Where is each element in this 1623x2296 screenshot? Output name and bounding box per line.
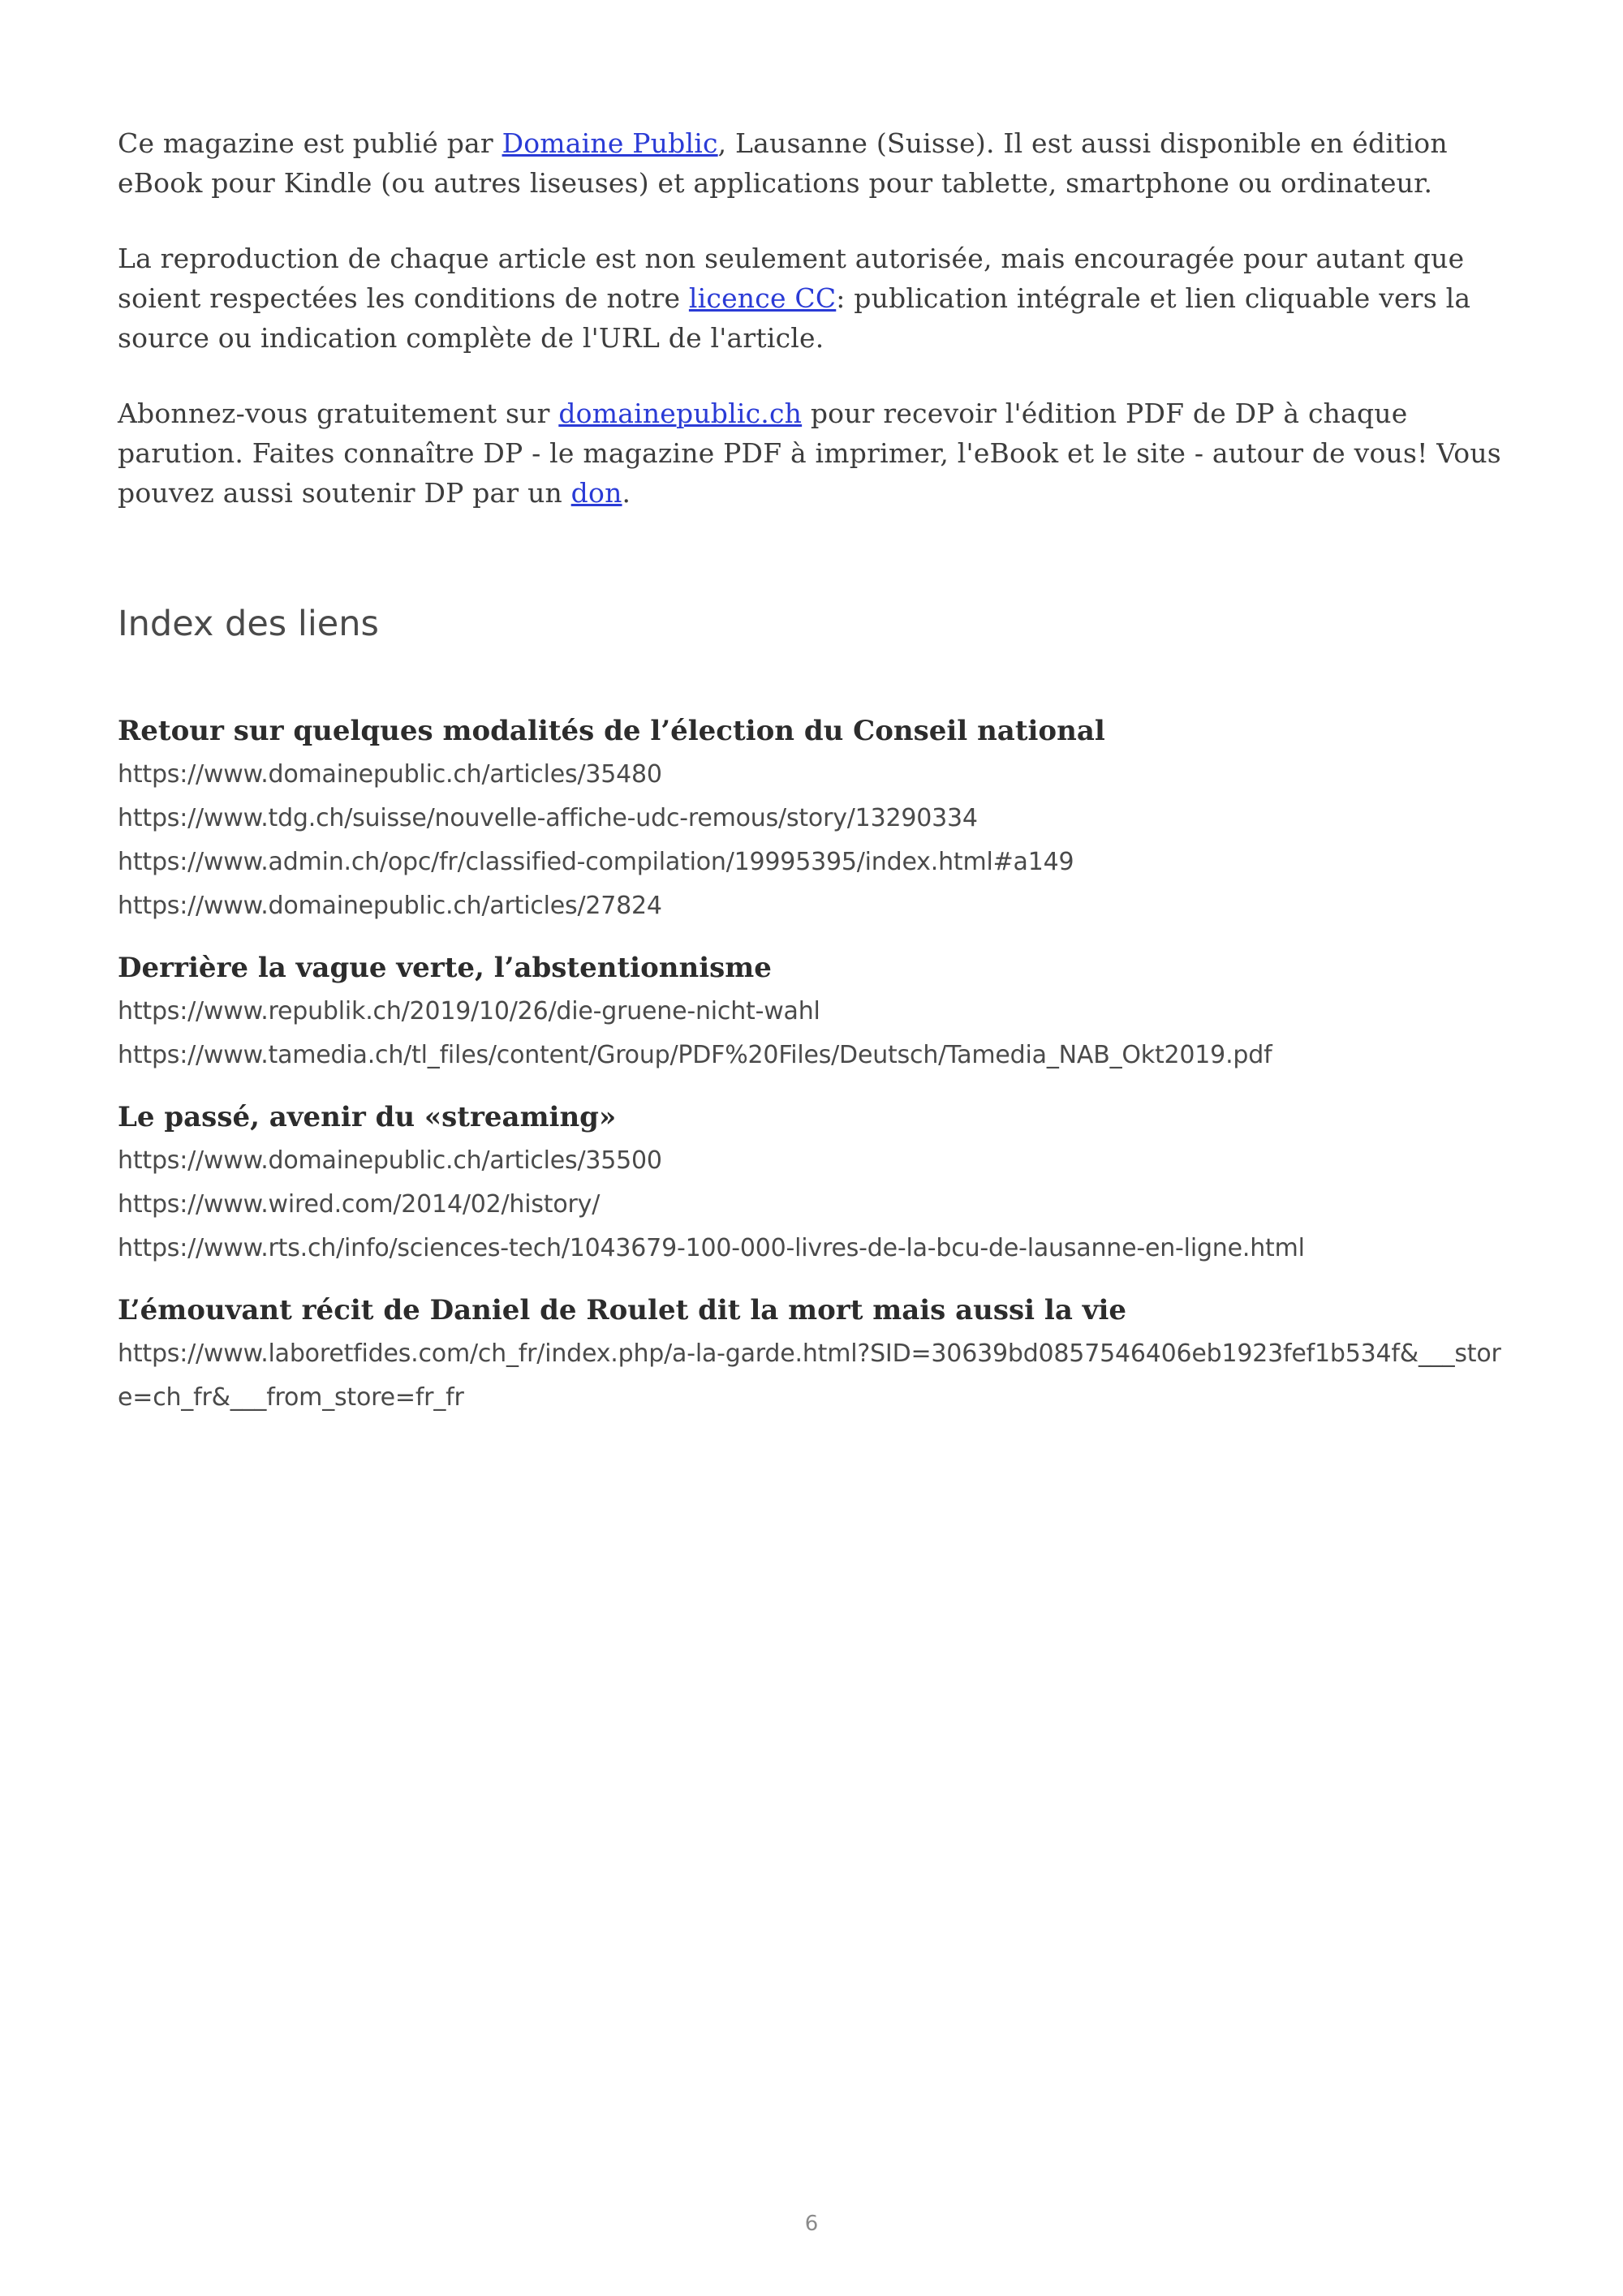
page-number: 6 — [804, 2212, 819, 2236]
article-entry — [118, 1099, 1513, 1271]
intro-paragraph-publisher — [118, 123, 1513, 203]
article-link-url[interactable]: https://www.domainepublic.ch/articles/27824 — [118, 892, 662, 920]
intro-p3-after: . — [622, 477, 631, 509]
intro-p2-after: : publication intégrale et lien cliquable vers la source ou indication complète de l'URL de l'article. — [118, 282, 1471, 354]
link-index-list — [118, 712, 1513, 1420]
intro-p1-before: Ce magazine est publié par — [118, 127, 502, 159]
article-entry — [118, 949, 1513, 1077]
article-link-url[interactable]: https://www.domainepublic.ch/articles/35480 — [118, 760, 662, 789]
intro-paragraph-license — [118, 239, 1513, 358]
intro-p3-before: Abonnez-vous gratuitement sur — [118, 398, 559, 429]
document-page — [118, 123, 1513, 1441]
article-link-url[interactable]: https://www.admin.ch/opc/fr/classified-compilation/19995395/index.html#a149 — [118, 848, 1074, 876]
article-link-url[interactable]: https://www.tamedia.ch/tl_files/content/Group/PDF%20Files/Deutsch/Tamedia_NAB_Okt2019.pdf — [118, 1041, 1272, 1069]
article-entry — [118, 1292, 1513, 1420]
article-link-list — [118, 753, 1513, 928]
article-title: L’émouvant récit de Daniel de Roulet dit la mort mais aussi la vie — [118, 1294, 1127, 1326]
domaine-public-link[interactable]: Domaine Public — [502, 127, 718, 159]
article-link-list — [118, 990, 1513, 1077]
intro-p1-after: , Lausanne (Suisse). Il est aussi disponible en édition eBook pour Kindle (ou autres liseuses) et applications pour tablette, smartphone ou ordinateur. — [118, 127, 1448, 199]
article-title: Retour sur quelques modalités de l’élection du Conseil national — [118, 715, 1105, 747]
intro-p2-before: La reproduction de chaque article est non seulement autorisée, mais encouragée pour autant que soient respectées les conditions de notre — [118, 243, 1465, 314]
article-link-url[interactable]: https://www.wired.com/2014/02/history/ — [118, 1190, 601, 1219]
article-title: Derrière la vague verte, l’abstentionnisme — [118, 952, 772, 984]
article-entry — [118, 712, 1513, 928]
article-link-url[interactable]: https://www.tdg.ch/suisse/nouvelle-affiche-udc-remous/story/13290334 — [118, 804, 978, 832]
index-heading: Index des liens — [118, 604, 379, 644]
intro-paragraph-subscribe — [118, 393, 1513, 513]
donation-link[interactable]: don — [570, 477, 622, 509]
article-link-url[interactable]: https://www.laboretfides.com/ch_fr/index.php/a-la-garde.html?SID=30639bd0857546406eb1923fef1b534f&___store=ch_fr&___from_store=fr_fr — [118, 1339, 1501, 1412]
licence-cc-link[interactable]: licence CC — [688, 282, 837, 314]
article-link-list — [118, 1332, 1513, 1420]
article-link-url[interactable]: https://www.domainepublic.ch/articles/35500 — [118, 1146, 662, 1175]
article-link-url[interactable]: https://www.rts.ch/info/sciences-tech/1043679-100-000-livres-de-la-bcu-de-lausanne-en-ligne.html — [118, 1234, 1305, 1262]
intro-p3-middle: pour recevoir l'édition PDF de DP à chaque parution. Faites connaître DP - le magazine PDF à imprimer, l'eBook et le site - autour de vous! Vous pouvez aussi soutenir DP par un — [118, 398, 1501, 509]
article-link-url[interactable]: https://www.republik.ch/2019/10/26/die-gruene-nicht-wahl — [118, 997, 820, 1025]
article-link-list — [118, 1139, 1513, 1271]
article-title: Le passé, avenir du «streaming» — [118, 1101, 617, 1133]
domainepublic-site-link[interactable]: domainepublic.ch — [558, 398, 803, 429]
